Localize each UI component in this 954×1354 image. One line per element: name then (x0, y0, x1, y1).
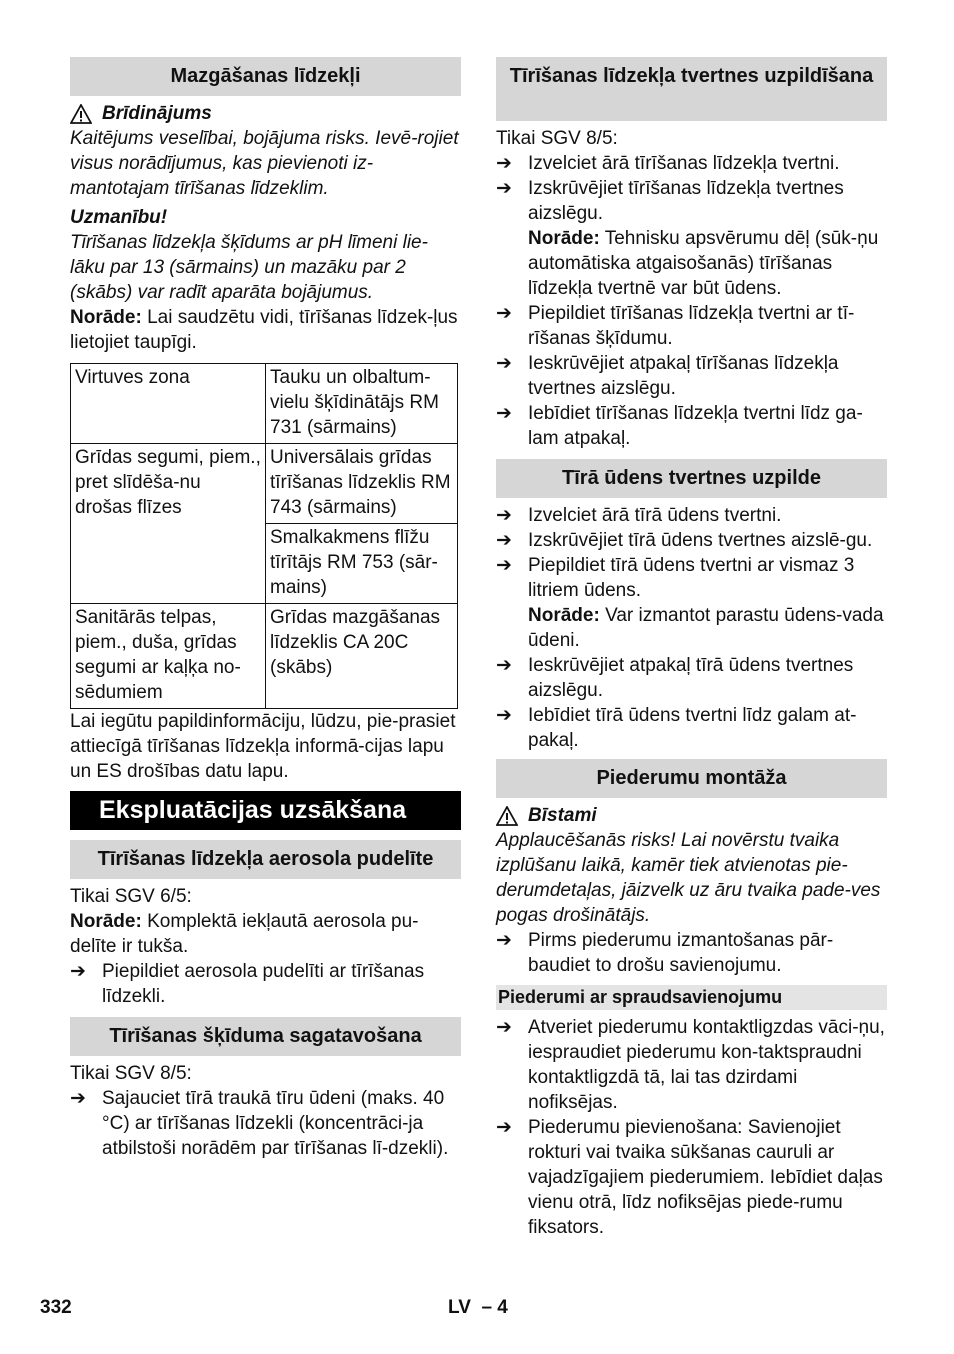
table-cell: Virtuves zona (71, 364, 266, 444)
step-text: Atveriet piederumu kontaktligzdas vāci-ņu, iespraudiet piederumu kon-taktspraudni kontaktligzdā tā, lai tas dzirdami nofiksējas. (528, 1017, 885, 1113)
list-item (496, 553, 887, 603)
table-cell: Grīdas mazgāšanas līdzeklis CA 20C (skābs) (266, 604, 458, 709)
step-text: Piepildiet tīrā ūdens tvertni ar vismaz 3 litriem ūdens. (528, 555, 855, 601)
arrow-right-icon: ➔ (496, 353, 512, 374)
after-table-text: Lai iegūtu papildinformāciju, lūdzu, pie-prasiet attiecīgā tīrīšanas līdzekļa informā-cijas lapu un ES drošības datu lapu. (70, 711, 456, 782)
arrow-right-icon: ➔ (496, 505, 512, 526)
step-text: Pirms piederumu izmantošanas pār-baudiet to drošu savienojumu. (528, 930, 834, 976)
note-paragraph (70, 305, 461, 355)
step-text: Iebīdiet tīrā ūdens tvertni līdz galam at-pakaļ. (528, 705, 857, 751)
table-row (71, 364, 458, 444)
step-text: Izvelciet ārā tīrā ūdens tvertni. (528, 505, 782, 526)
model-note: Tikai SGV 6/5: (70, 886, 192, 907)
warning-triangle-icon (496, 806, 518, 826)
page-footer (40, 1297, 920, 1327)
step-text: Iebīdiet tīrīšanas līdzekļa tvertni līdz ga-lam atpakaļ. (528, 403, 863, 449)
section-heading-solution-prep: Tīrīšanas šķīduma sagatavošana (70, 1017, 461, 1056)
table-cell: Tauku un olbaltum-vielu šķīdinātājs RM 731 (sārmains) (266, 364, 458, 444)
arrow-right-icon: ➔ (496, 530, 512, 551)
right-column (496, 57, 887, 1240)
step-text: Piepildiet aerosola pudelīti ar tīrīšanas līdzekli. (102, 961, 425, 1007)
table-row (71, 444, 458, 524)
list-item (496, 528, 887, 553)
model-note: Tikai SGV 8/5: (496, 128, 618, 149)
left-column (70, 57, 461, 1161)
arrow-right-icon: ➔ (496, 1017, 512, 1038)
cleaning-agents-table (70, 363, 458, 709)
chapter-heading: Ekspluatācijas uzsākšana (70, 791, 461, 830)
table-cell: Sanitārās telpas, piem., duša, grīdas segumi ar kaļķa no-sēdumiem (71, 604, 266, 709)
list-item (496, 928, 887, 978)
page-suffix: – 4 (481, 1297, 508, 1318)
section-heading-accessories: Piederumu montāža (496, 759, 887, 798)
note-label: Norāde: (70, 307, 142, 328)
table-cell: Smalkakmens flīžu tīrītājs RM 753 (sār-mains) (266, 524, 458, 604)
warning-title: Brīdinājums (102, 103, 212, 124)
list-item (496, 1015, 887, 1115)
warning-triangle-icon (70, 104, 92, 124)
warning-text: Kaitējums veselībai, bojājuma risks. Ievē-rojiet visus norādījumus, kas pievienoti iz-mantotajam tīrīšanas līdzeklim. (70, 128, 459, 199)
section-heading-spray-bottle: Tīrīšanas līdzekļa aerosola pudelīte (70, 840, 461, 879)
danger-block-title (496, 803, 887, 828)
arrow-right-icon: ➔ (70, 961, 86, 982)
danger-text: Applaucēšanās risks! Lai novērstu tvaika izplūšanu laikā, kamēr tiek atvienotas pie-derumdetaļas, jāizvelk uz āru tvaika pade-ves pogas drošinātājs. (496, 830, 881, 926)
caution-title: Uzmanību! (70, 207, 168, 228)
warning-block-title (70, 101, 461, 126)
list-item (496, 176, 887, 226)
step-text: Izvelciet ārā tīrīšanas līdzekļa tvertni. (528, 153, 840, 174)
step-text: Izskrūvējiet tīrā ūdens tvertnes aizslē-gu. (528, 530, 873, 551)
page-language-label (448, 1297, 508, 1319)
arrow-right-icon: ➔ (70, 1088, 86, 1109)
list-item (496, 301, 887, 351)
list-item (70, 959, 461, 1009)
arrow-right-icon: ➔ (496, 303, 512, 324)
note-text: Var izmantot parastu ūdens-vada ūdeni. (528, 605, 884, 651)
note-text: Lai saudzētu vidi, tīrīšanas līdzek-ļus lietojiet taupīgi. (70, 307, 458, 353)
list-item (496, 703, 887, 753)
list-item (496, 503, 887, 528)
note-paragraph (70, 909, 461, 959)
section-heading-cleaning-agents: Mazgāšanas līdzekļi (70, 57, 461, 96)
list-item (496, 151, 887, 176)
danger-title: Bīstami (528, 805, 597, 826)
page-number: 332 (40, 1297, 72, 1318)
note-paragraph (496, 226, 887, 301)
arrow-right-icon: ➔ (496, 930, 512, 951)
note-paragraph (496, 603, 887, 653)
arrow-right-icon: ➔ (496, 555, 512, 576)
arrow-right-icon: ➔ (496, 178, 512, 199)
list-item (496, 1115, 887, 1240)
arrow-right-icon: ➔ (496, 153, 512, 174)
step-text: Sajauciet tīrā traukā tīru ūdeni (maks. 40 °C) ar tīrīšanas līdzekli (koncentrāci-ja atbilstoši norādēm par tīrīšanas lī-dzekli). (102, 1088, 449, 1159)
caution-text: Tīrīšanas līdzekļa šķīdums ar pH līmeni lie-lāku par 13 (sārmains) un mazāku par 2 (skābs) var radīt aparāta bojājumus. (70, 232, 428, 303)
arrow-right-icon: ➔ (496, 705, 512, 726)
note-label: Norāde: (528, 228, 600, 249)
list-item (496, 401, 887, 451)
section-heading-tank-fill: Tīrīšanas līdzekļa tvertnes uzpildīšana (496, 57, 887, 121)
table-cell: Grīdas segumi, piem., pret slīdēša-nu drošas flīzes (71, 444, 266, 604)
note-text: Tehnisku apsvērumu dēļ (sūk-ņu automātiska atgaisošanās) tīrīšanas līdzekļa tvertnē var būt ūdens. (528, 228, 879, 299)
list-item (496, 351, 887, 401)
step-text: Piederumu pievienošana: Savienojiet rokturi vai tvaika sūkšanas cauruli ar vajadzīgajiem piederumiem. Iebīdiet daļas vienu otrā, līdz nofiksējas piede-rumu fiksators. (528, 1117, 883, 1238)
step-text: Izskrūvējiet tīrīšanas līdzekļa tvertnes aizslēgu. (528, 178, 844, 224)
step-text: Piepildiet tīrīšanas līdzekļa tvertni ar tī-rīšanas šķīdumu. (528, 303, 855, 349)
subsection-heading-plug-connection: Piederumi ar spraudsavienojumu (496, 985, 887, 1010)
arrow-right-icon: ➔ (496, 655, 512, 676)
section-heading-clean-water: Tīrā ūdens tvertnes uzpilde (496, 459, 887, 498)
table-row (71, 604, 458, 709)
model-note: Tikai SGV 8/5: (70, 1063, 192, 1084)
list-item (496, 653, 887, 703)
arrow-right-icon: ➔ (496, 403, 512, 424)
note-label: Norāde: (528, 605, 600, 626)
language-code: LV (448, 1297, 471, 1318)
step-text: Ieskrūvējiet atpakaļ tīrīšanas līdzekļa tvertnes aizslēgu. (528, 353, 839, 399)
table-cell: Universālais grīdas tīrīšanas līdzeklis RM 743 (sārmains) (266, 444, 458, 524)
step-text: Ieskrūvējiet atpakaļ tīrā ūdens tvertnes aizslēgu. (528, 655, 854, 701)
arrow-right-icon: ➔ (496, 1117, 512, 1138)
note-text: Komplektā iekļautā aerosola pu-delīte ir tukša. (70, 911, 419, 957)
list-item (70, 1086, 461, 1161)
note-label: Norāde: (70, 911, 142, 932)
